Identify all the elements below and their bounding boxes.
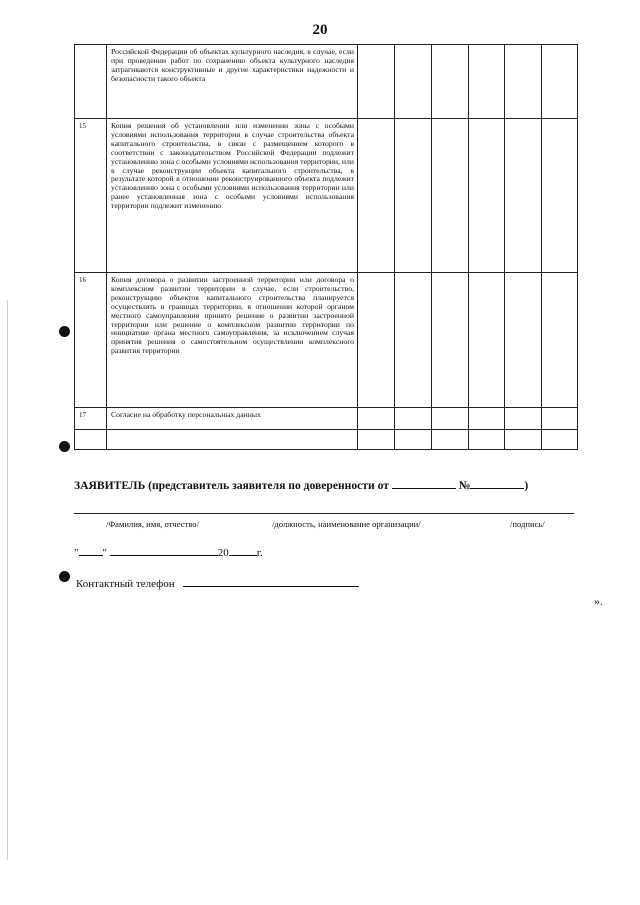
applicant-heading-text: ЗАЯВИТЕЛЬ (представитель заявителя по доверенности от (74, 479, 389, 492)
scan-margin-line (7, 300, 8, 860)
quote-open: " (74, 547, 79, 559)
proxy-number-blank[interactable] (470, 478, 524, 489)
cell (542, 45, 578, 119)
signature-line[interactable] (74, 513, 574, 514)
table-row (75, 119, 578, 273)
year-blank[interactable] (229, 545, 257, 556)
row-number: 16 (75, 273, 107, 408)
row-description (107, 430, 358, 450)
row-description: Копия решения об установлении или изменении зоны с особыми условиями использования территории в случае строительства объекта капитального строительства, в связи с размещением которого в соответствии с законодательством Российской Федерации подлежит установлению зона с особыми условиями использования территории, или в случае реконструкции объекта капитального строительства, в результате которой в отношении реконструированного объекта подлежит установлению зона с особыми условиями использования территории или ранее установленная зона с особыми условиями использования территории подлежит изменению (107, 119, 358, 273)
cell (469, 119, 505, 273)
applicant-heading (74, 478, 528, 492)
cell (505, 273, 542, 408)
cell (542, 273, 578, 408)
punch-hole-mark (59, 441, 70, 452)
row-number: 15 (75, 119, 107, 273)
proxy-date-blank[interactable] (392, 478, 456, 489)
cell (542, 408, 578, 430)
cell (505, 408, 542, 430)
punch-hole-mark (59, 326, 70, 337)
row-description: Согласие на обработку персональных данных (107, 408, 358, 430)
year-suffix: г. (256, 547, 263, 559)
closing-quote: ». (594, 594, 603, 608)
cell (469, 273, 505, 408)
cell (542, 119, 578, 273)
cell (395, 119, 432, 273)
cell (358, 119, 395, 273)
year-prefix: 20 (217, 547, 229, 559)
row-description: Копия договора о развитии застроенной территории или договора о комплексном развитии территории в случае, если строительство, реконструкцию объектов капитального строительства планируется осуществлять в границах территории, в отношении которой органом местного самоуправления принято решение о развитии застроенной территории или решение о комплексном развитии территории по инициативе органа местного самоуправления, за исключением случая принятия решения о самостоятельном осуществлении комплексного развития территории (107, 273, 358, 408)
table-row (75, 273, 578, 408)
cell (358, 273, 395, 408)
phone-label: Контактный телефон (76, 578, 175, 590)
date-row (74, 545, 263, 559)
cell (505, 45, 542, 119)
cell (395, 430, 432, 450)
cell (542, 430, 578, 450)
page-number: 20 (312, 22, 328, 38)
table-row (75, 45, 578, 119)
day-blank[interactable] (79, 545, 103, 556)
cell (358, 408, 395, 430)
row-description: Российской Федерации об объектах культурного наследия, в случае, если при проведении работ по сохранению объекта культурного наследия затрагиваются конструктивные и другие характеристики надежности и безопасности такого объекта (107, 45, 358, 119)
punch-hole-mark (59, 571, 70, 582)
cell (395, 45, 432, 119)
cell (469, 430, 505, 450)
cell (505, 119, 542, 273)
close-paren: ) (524, 479, 529, 492)
row-number: 17 (75, 408, 107, 430)
label-full-name: /Фамилия, имя, отчество/ (106, 519, 199, 529)
table-row (75, 430, 578, 450)
table-row (75, 408, 578, 430)
documents-table (74, 44, 578, 450)
cell (432, 430, 469, 450)
cell (395, 273, 432, 408)
cell (395, 408, 432, 430)
cell (358, 45, 395, 119)
cell (432, 45, 469, 119)
cell (505, 430, 542, 450)
cell (358, 430, 395, 450)
month-blank[interactable] (110, 545, 218, 556)
cell (469, 408, 505, 430)
row-number (75, 45, 107, 119)
label-signature: /подпись/ (510, 519, 545, 529)
quote-close: " (102, 547, 107, 559)
cell (432, 119, 469, 273)
phone-row (76, 576, 359, 590)
label-position: /должность, наименование организации/ (272, 519, 421, 529)
cell (469, 45, 505, 119)
phone-blank[interactable] (183, 576, 359, 587)
cell (432, 408, 469, 430)
number-sign: № (458, 479, 471, 492)
cell (432, 273, 469, 408)
row-number (75, 430, 107, 450)
